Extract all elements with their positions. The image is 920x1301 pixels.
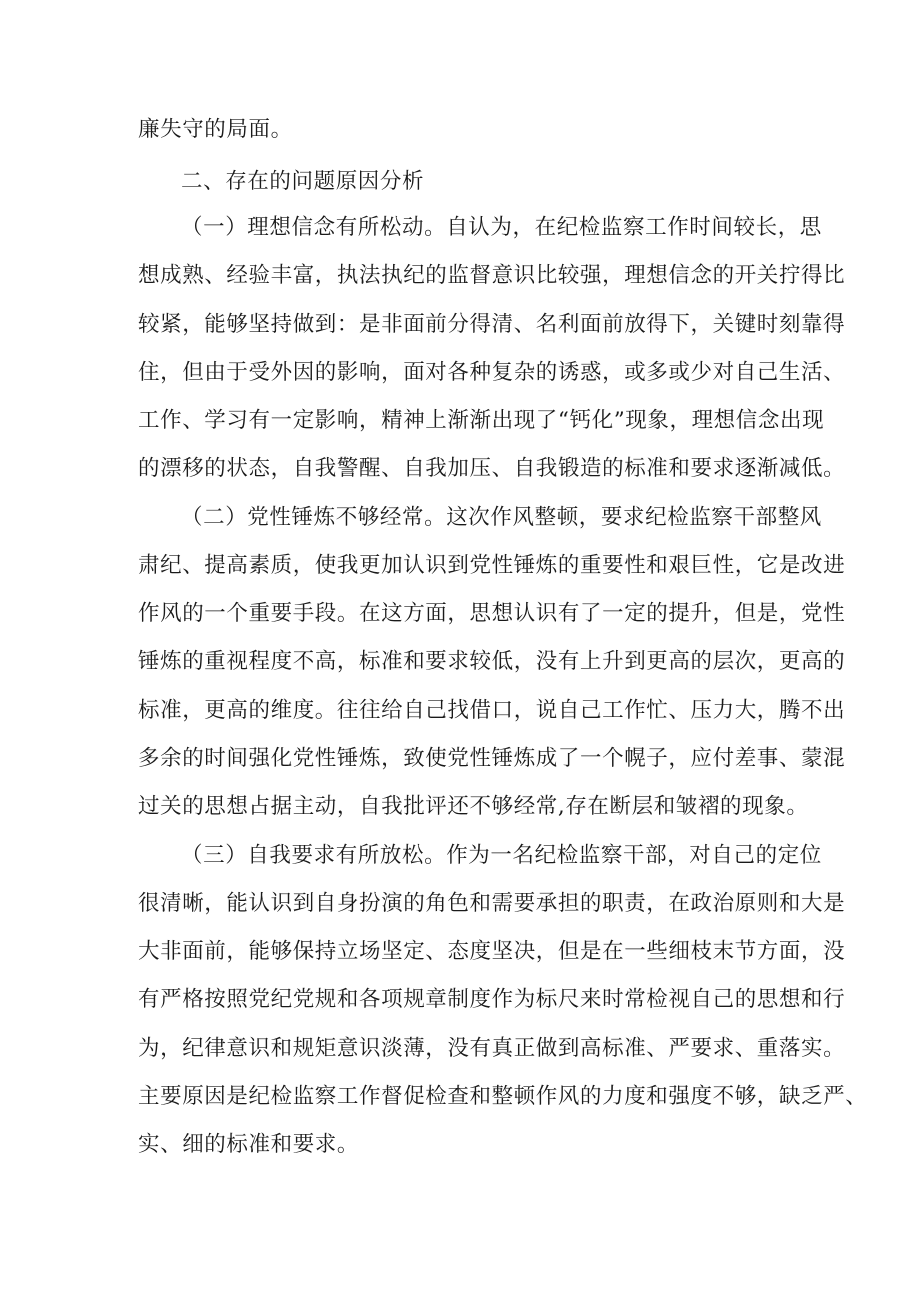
- paragraph-3-first-line: （三）自我要求有所放松。作为一名纪检监察干部，对自己的定位: [181, 843, 822, 868]
- text-line: 过关的思想占据主动，自我批评还不够经常,存在断层和皱褶的现象。: [138, 794, 809, 819]
- text-line: 肃纪、提高素质，使我更加认识到党性锤炼的重要性和艰巨性，它是改进: [138, 553, 846, 578]
- text-line: 实、细的标准和要求。: [138, 1132, 360, 1157]
- paragraph-2-first-line: （二）党性锤炼不够经常。这次作风整顿，要求纪检监察干部整风: [181, 505, 822, 530]
- section-heading: 二、存在的问题原因分析: [181, 169, 425, 194]
- text-line: 大非面前，能够保持立场坚定、态度坚决，但是在一些细枝末节方面，没: [138, 939, 846, 964]
- paragraph-1-first-line: （一）理想信念有所松动。自认为，在纪检监察工作时间较长，思: [181, 215, 822, 240]
- text-line: 作风的一个重要手段。在这方面，思想认识有了一定的提升，但是，党性: [138, 601, 846, 626]
- text-line: 工作、学习有一定影响，精神上渐渐出现了“钙化”现象，理想信念出现: [138, 408, 825, 433]
- text-line: 标准，更高的维度。往往给自己找借口，说自己工作忙、压力大，腾不出: [138, 698, 846, 723]
- text-line: 较紧，能够坚持做到：是非面前分得清、名利面前放得下，关键时刻靠得: [138, 312, 846, 337]
- text-line: 为，纪律意识和规矩意识淡薄，没有真正做到高标准、严要求、重落实。: [138, 1036, 846, 1061]
- text-line: 锤炼的重视程度不高，标准和要求较低，没有上升到更高的层次，更高的: [138, 649, 846, 674]
- text-line: 有严格按照党纪党规和各项规章制度作为标尺来时常检视自己的思想和行: [138, 987, 846, 1012]
- text-line: 廉失守的局面。: [138, 117, 293, 142]
- text-line: 主要原因是纪检监察工作督促检查和整顿作风的力度和强度不够，缺乏严、: [138, 1084, 868, 1109]
- text-line: 想成熟、经验丰富，执法执纪的监督意识比较强，理想信念的开关拧得比: [138, 263, 846, 288]
- text-line: 很清晰，能认识到自身扮演的角色和需要承担的职责，在政治原则和大是: [138, 891, 846, 916]
- text-line: 住，但由于受外因的影响，面对各种复杂的诱惑，或多或少对自己生活、: [138, 360, 846, 385]
- text-line: 的漂移的状态，自我警醒、自我加压、自我锻造的标准和要求逐渐减低。: [138, 456, 846, 481]
- text-line: 多余的时间强化党性锤炼，致使党性锤炼成了一个幌子，应付差事、蒙混: [138, 746, 846, 771]
